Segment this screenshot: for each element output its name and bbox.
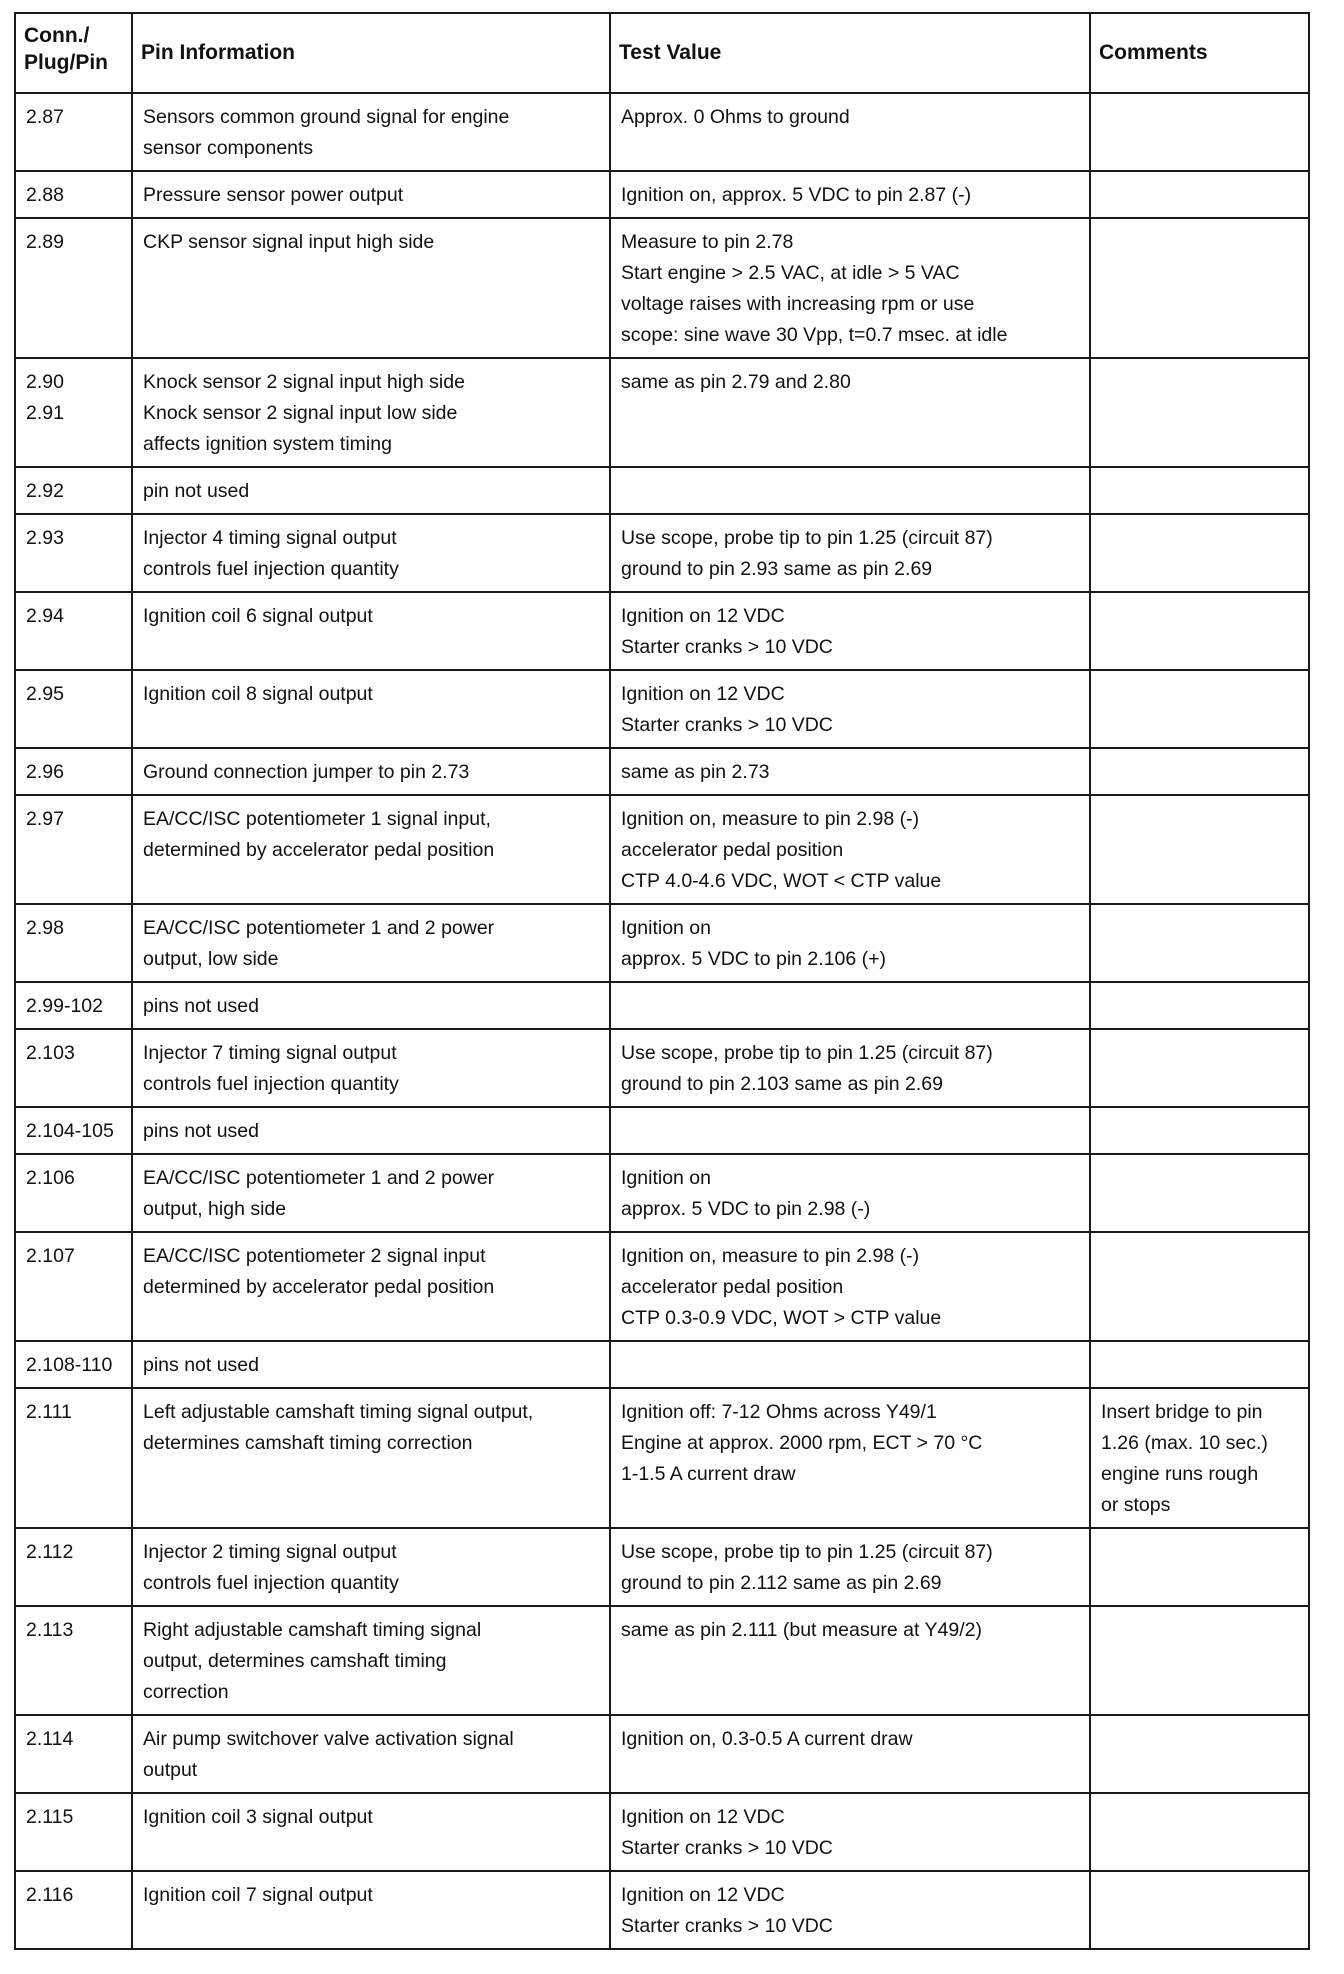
pin-cell [15, 670, 132, 748]
pin-line: 2.89 [26, 231, 64, 253]
test-value-line: Ignition on, measure to pin 2.98 (-) [621, 808, 920, 830]
test-value-cell [610, 218, 1090, 358]
comments-cell [1090, 171, 1309, 218]
pin-cell [15, 904, 132, 982]
test-value-line: Ignition on, measure to pin 2.98 (-) [621, 1245, 920, 1267]
comments-cell [1090, 1793, 1309, 1871]
table-row [15, 171, 1309, 218]
pin-information-line: controls fuel injection quantity [143, 558, 399, 580]
test-value-line: voltage raises with increasing rpm or use [621, 293, 975, 315]
pin-information-cell [132, 982, 610, 1029]
pin-information-line: determined by accelerator pedal position [143, 839, 495, 861]
comments-line: or stops [1101, 1494, 1171, 1516]
test-value-line: Ignition off: 7-12 Ohms across Y49/1 [621, 1401, 937, 1423]
pin-information-line: correction [143, 1681, 229, 1703]
pin-information-line: Left adjustable camshaft timing signal output, [143, 1401, 534, 1423]
test-value-line: same as pin 2.111 (but measure at Y49/2) [621, 1619, 982, 1641]
test-value-line: accelerator pedal position [621, 839, 844, 861]
pin-information-line: Ignition coil 8 signal output [143, 683, 373, 705]
pin-information-line: pins not used [143, 1354, 260, 1376]
test-value-line: Ignition on, 0.3-0.5 A current draw [621, 1728, 913, 1750]
pin-information-line: output, high side [143, 1198, 287, 1220]
pin-information-line: Injector 2 timing signal output [143, 1541, 397, 1563]
pin-cell [15, 1871, 132, 1949]
table-row [15, 1793, 1309, 1871]
test-value-cell [610, 1341, 1090, 1388]
pin-test-table [14, 12, 1310, 1950]
pin-information-cell [132, 514, 610, 592]
pin-cell [15, 592, 132, 670]
table-row [15, 1154, 1309, 1232]
test-value-line: Ignition on 12 VDC [621, 683, 785, 705]
comments-cell [1090, 1232, 1309, 1341]
comments-cell [1090, 358, 1309, 467]
pin-line: 2.95 [26, 683, 64, 705]
test-value-cell [610, 748, 1090, 795]
pin-test-document [14, 12, 1308, 1950]
test-value-line: Starter cranks > 10 VDC [621, 714, 833, 736]
pin-information-line: Air pump switchover valve activation signal [143, 1728, 514, 1750]
table-row [15, 1232, 1309, 1341]
pin-cell [15, 795, 132, 904]
test-value-line: Ignition on [621, 1167, 711, 1189]
pin-information-cell [132, 1341, 610, 1388]
pin-cell [15, 1388, 132, 1528]
pin-line: 2.99-102 [26, 995, 103, 1017]
comments-cell [1090, 982, 1309, 1029]
test-value-cell [610, 1871, 1090, 1949]
comments-cell [1090, 467, 1309, 514]
comments-line: Insert bridge to pin [1101, 1401, 1263, 1423]
header-test-value: Test Value [610, 13, 1090, 93]
test-value-line: Use scope, probe tip to pin 1.25 (circuit 87) [621, 1042, 993, 1064]
test-value-line: Ignition on 12 VDC [621, 1806, 785, 1828]
table-header-row [15, 13, 1309, 93]
pin-information-line: Knock sensor 2 signal input low side [143, 402, 458, 424]
table-row [15, 904, 1309, 982]
pin-cell [15, 1232, 132, 1341]
pin-information-line: Right adjustable camshaft timing signal [143, 1619, 482, 1641]
pin-cell [15, 1029, 132, 1107]
test-value-line: Measure to pin 2.78 [621, 231, 794, 253]
pin-information-line: Injector 4 timing signal output [143, 527, 397, 549]
table-row [15, 358, 1309, 467]
pin-information-cell [132, 1715, 610, 1793]
pin-information-cell [132, 1606, 610, 1715]
table-row [15, 93, 1309, 171]
comments-cell [1090, 218, 1309, 358]
pin-line: 2.103 [26, 1042, 75, 1064]
pin-line: 2.93 [26, 527, 64, 549]
pin-information-line: EA/CC/ISC potentiometer 1 and 2 power [143, 917, 495, 939]
pin-line: 2.111 [26, 1401, 72, 1423]
test-value-line: same as pin 2.79 and 2.80 [621, 371, 851, 393]
pin-information-cell [132, 93, 610, 171]
test-value-line: accelerator pedal position [621, 1276, 844, 1298]
pin-information-line: Sensors common ground signal for engine [143, 106, 510, 128]
pin-information-cell [132, 1232, 610, 1341]
pin-line: 2.98 [26, 917, 64, 939]
pin-cell [15, 514, 132, 592]
test-value-cell [610, 1528, 1090, 1606]
header-pin-line-2: Plug/Pin [24, 51, 108, 74]
pin-information-cell [132, 1388, 610, 1528]
pin-line: 2.104-105 [26, 1120, 114, 1142]
pin-line: 2.87 [26, 106, 64, 128]
pin-line: 2.90 [26, 371, 64, 393]
test-value-cell [610, 1232, 1090, 1341]
pin-line: 2.96 [26, 761, 64, 783]
pin-information-line: pins not used [143, 1120, 260, 1142]
pin-information-cell [132, 1107, 610, 1154]
test-value-cell [610, 592, 1090, 670]
pin-information-cell [132, 1528, 610, 1606]
test-value-line: ground to pin 2.103 same as pin 2.69 [621, 1073, 943, 1095]
comments-cell [1090, 904, 1309, 982]
pin-information-cell [132, 218, 610, 358]
pin-information-line: Ignition coil 7 signal output [143, 1884, 373, 1906]
test-value-line: approx. 5 VDC to pin 2.106 (+) [621, 948, 887, 970]
test-value-cell [610, 1606, 1090, 1715]
test-value-cell [610, 1107, 1090, 1154]
comments-line: 1.26 (max. 10 sec.) [1101, 1432, 1268, 1454]
pin-information-cell [132, 1154, 610, 1232]
pin-information-line: pin not used [143, 480, 250, 502]
test-value-line: Ignition on 12 VDC [621, 1884, 785, 1906]
comments-cell [1090, 1107, 1309, 1154]
pin-cell [15, 358, 132, 467]
table-row [15, 1107, 1309, 1154]
pin-information-line: output [143, 1759, 198, 1781]
test-value-cell [610, 795, 1090, 904]
pin-information-line: Knock sensor 2 signal input high side [143, 371, 465, 393]
pin-cell [15, 1606, 132, 1715]
pin-information-cell [132, 1871, 610, 1949]
pin-cell [15, 93, 132, 171]
comments-cell [1090, 1154, 1309, 1232]
pin-line: 2.112 [26, 1541, 74, 1563]
pin-information-line: EA/CC/ISC potentiometer 1 and 2 power [143, 1167, 495, 1189]
test-value-line: Starter cranks > 10 VDC [621, 636, 833, 658]
pin-cell [15, 1107, 132, 1154]
pin-information-line: EA/CC/ISC potentiometer 1 signal input, [143, 808, 491, 830]
pin-line: 2.94 [26, 605, 64, 627]
test-value-line: same as pin 2.73 [621, 761, 770, 783]
pin-information-cell [132, 904, 610, 982]
test-value-cell [610, 670, 1090, 748]
test-value-cell [610, 1388, 1090, 1528]
test-value-line: Ignition on [621, 917, 711, 939]
pin-information-line: controls fuel injection quantity [143, 1073, 399, 1095]
pin-information-line: pins not used [143, 995, 260, 1017]
test-value-line: Approx. 0 Ohms to ground [621, 106, 850, 128]
pin-line: 2.88 [26, 184, 64, 206]
pin-line: 2.115 [26, 1806, 74, 1828]
pin-information-line: Ground connection jumper to pin 2.73 [143, 761, 470, 783]
pin-information-line: output, determines camshaft timing [143, 1650, 447, 1672]
comments-cell [1090, 1528, 1309, 1606]
test-value-line: approx. 5 VDC to pin 2.98 (-) [621, 1198, 871, 1220]
table-row [15, 795, 1309, 904]
table-row [15, 670, 1309, 748]
pin-cell [15, 982, 132, 1029]
table-body [15, 93, 1309, 1949]
pin-information-line: Injector 7 timing signal output [143, 1042, 397, 1064]
pin-cell [15, 171, 132, 218]
test-value-line: ground to pin 2.93 same as pin 2.69 [621, 558, 933, 580]
table-row [15, 982, 1309, 1029]
comments-cell [1090, 1715, 1309, 1793]
test-value-line: Engine at approx. 2000 rpm, ECT > 70 °C [621, 1432, 983, 1454]
table-row [15, 1528, 1309, 1606]
pin-line: 2.97 [26, 808, 64, 830]
comments-cell [1090, 514, 1309, 592]
comments-cell [1090, 592, 1309, 670]
test-value-cell [610, 514, 1090, 592]
table-row [15, 1606, 1309, 1715]
pin-information-line: affects ignition system timing [143, 433, 392, 455]
test-value-line: Start engine > 2.5 VAC, at idle > 5 VAC [621, 262, 960, 284]
header-conn-plug-pin [15, 13, 132, 93]
test-value-line: CTP 4.0-4.6 VDC, WOT < CTP value [621, 870, 942, 892]
test-value-cell [610, 358, 1090, 467]
comments-cell [1090, 748, 1309, 795]
test-value-line: Ignition on 12 VDC [621, 605, 785, 627]
pin-cell [15, 1341, 132, 1388]
header-comments: Comments [1090, 13, 1309, 93]
test-value-cell [610, 171, 1090, 218]
pin-line: 2.92 [26, 480, 64, 502]
comments-cell [1090, 1606, 1309, 1715]
pin-information-cell [132, 592, 610, 670]
test-value-cell [610, 467, 1090, 514]
table-row [15, 748, 1309, 795]
comments-cell [1090, 795, 1309, 904]
test-value-line: Use scope, probe tip to pin 1.25 (circuit 87) [621, 1541, 993, 1563]
pin-information-line: EA/CC/ISC potentiometer 2 signal input [143, 1245, 486, 1267]
test-value-line: Ignition on, approx. 5 VDC to pin 2.87 (-) [621, 184, 972, 206]
table-row [15, 1715, 1309, 1793]
pin-information-cell [132, 670, 610, 748]
pin-information-line: determined by accelerator pedal position [143, 1276, 495, 1298]
pin-cell [15, 1715, 132, 1793]
pin-information-cell [132, 1793, 610, 1871]
pin-information-cell [132, 467, 610, 514]
pin-information-cell [132, 748, 610, 795]
pin-line: 2.113 [26, 1619, 74, 1641]
test-value-line: Starter cranks > 10 VDC [621, 1837, 833, 1859]
comments-cell [1090, 1388, 1309, 1528]
pin-cell [15, 1528, 132, 1606]
pin-information-cell [132, 795, 610, 904]
test-value-line: 1-1.5 A current draw [621, 1463, 796, 1485]
pin-information-line: sensor components [143, 137, 314, 159]
test-value-line: CTP 0.3-0.9 VDC, WOT > CTP value [621, 1307, 942, 1329]
table-row [15, 514, 1309, 592]
pin-line: 2.114 [26, 1728, 74, 1750]
table-row [15, 592, 1309, 670]
table-row [15, 1341, 1309, 1388]
pin-cell [15, 1793, 132, 1871]
comments-cell [1090, 93, 1309, 171]
table-row [15, 467, 1309, 514]
test-value-cell [610, 904, 1090, 982]
test-value-line: ground to pin 2.112 same as pin 2.69 [621, 1572, 942, 1594]
header-pin-information: Pin Information [132, 13, 610, 93]
test-value-line: scope: sine wave 30 Vpp, t=0.7 msec. at idle [621, 324, 1008, 346]
table-row [15, 1029, 1309, 1107]
test-value-line: Starter cranks > 10 VDC [621, 1915, 833, 1937]
header-pin-line-1: Conn./ [24, 24, 90, 47]
pin-information-line: output, low side [143, 948, 279, 970]
pin-line: 2.91 [26, 402, 64, 424]
test-value-cell [610, 1154, 1090, 1232]
comments-cell [1090, 1029, 1309, 1107]
pin-cell [15, 748, 132, 795]
comments-cell [1090, 1341, 1309, 1388]
pin-cell [15, 1154, 132, 1232]
pin-information-cell [132, 1029, 610, 1107]
pin-cell [15, 467, 132, 514]
pin-line: 2.116 [26, 1884, 74, 1906]
pin-line: 2.107 [26, 1245, 75, 1267]
pin-information-line: Pressure sensor power output [143, 184, 404, 206]
test-value-cell [610, 1029, 1090, 1107]
test-value-cell [610, 93, 1090, 171]
table-row [15, 1388, 1309, 1528]
pin-information-line: controls fuel injection quantity [143, 1572, 399, 1594]
table-row [15, 218, 1309, 358]
pin-information-line: Ignition coil 6 signal output [143, 605, 373, 627]
pin-line: 2.108-110 [26, 1354, 113, 1376]
pin-cell [15, 218, 132, 358]
test-value-line: Use scope, probe tip to pin 1.25 (circuit 87) [621, 527, 993, 549]
pin-information-cell [132, 171, 610, 218]
comments-line: engine runs rough [1101, 1463, 1259, 1485]
test-value-cell [610, 1793, 1090, 1871]
pin-information-line: Ignition coil 3 signal output [143, 1806, 373, 1828]
pin-information-line: CKP sensor signal input high side [143, 231, 435, 253]
test-value-cell [610, 982, 1090, 1029]
test-value-cell [610, 1715, 1090, 1793]
pin-line: 2.106 [26, 1167, 75, 1189]
comments-cell [1090, 670, 1309, 748]
comments-cell [1090, 1871, 1309, 1949]
pin-information-cell [132, 358, 610, 467]
table-row [15, 1871, 1309, 1949]
pin-information-line: determines camshaft timing correction [143, 1432, 473, 1454]
